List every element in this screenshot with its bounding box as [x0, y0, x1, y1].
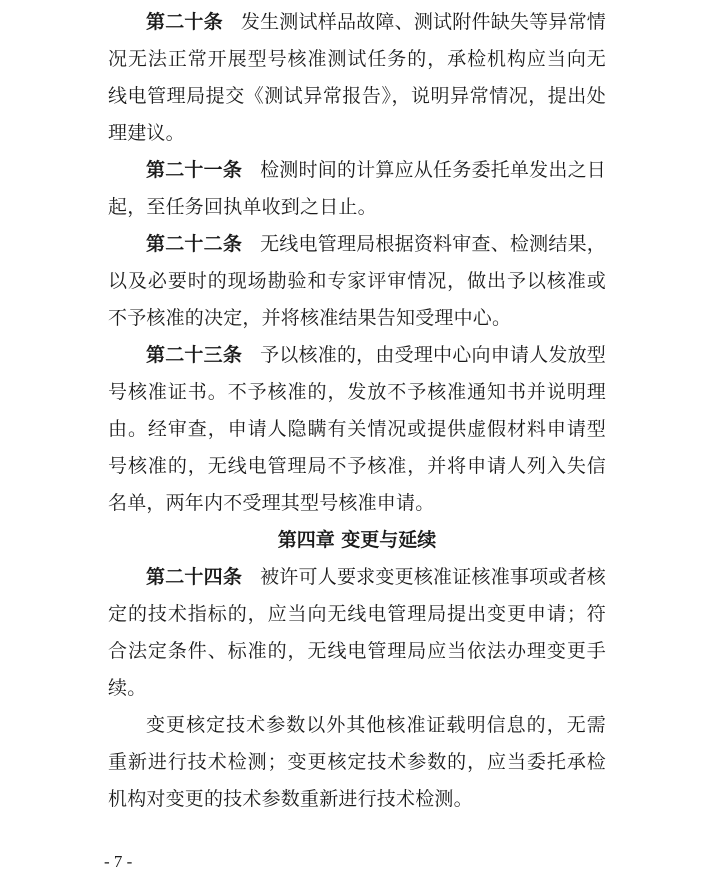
article-text: 检测时间的计算应从任务委托单发出之日起，至任务回执单收到之日止。 — [108, 159, 606, 218]
chapter-title: 第四章 变更与延续 — [277, 529, 437, 551]
article-text: 无线电管理局根据资料审查、检测结果，以及必要时的现场勘验和专家评审情况，做出予以核准或不予核准的决定，并将核准结果告知受理中心。 — [108, 233, 606, 329]
article-number: 第二十三条 — [146, 344, 243, 366]
article-text: 被许可人要求变更核准证核准事项或者核定的技术指标的，应当向无线电管理局提出变更申请；符合法定条件、标准的，无线电管理局应当依法办理变更手续。 — [108, 566, 606, 699]
article-24 — [108, 559, 606, 707]
article-22 — [108, 226, 606, 337]
paragraph-change-parameters: 变更核定技术参数以外其他核准证载明信息的，无需重新进行技术检测；变更核定技术参数的，应当委托承检机构对变更的技术参数重新进行技术检测。 — [108, 714, 606, 810]
article-text: 予以核准的，由受理中心向申请人发放型号核准证书。不予核准的，发放不予核准通知书并说明理由。经审查，申请人隐瞒有关情况或提供虚假材料申请型号核准的，无线电管理局不予核准，并将申请人列入失信名单，两年内不受理其型号核准申请。 — [108, 344, 606, 514]
article-23 — [108, 337, 606, 522]
page-number: - 7 - — [104, 852, 133, 871]
article-20 — [108, 4, 606, 152]
article-text: 发生测试样品故障、测试附件缺失等异常情况无法正常开展型号核准测试任务的，承检机构应当向无线电管理局提交《测试异常报告》，说明异常情况，提出处理建议。 — [108, 11, 606, 144]
article-number: 第二十条 — [146, 11, 223, 33]
article-number: 第二十一条 — [146, 159, 243, 181]
article-number: 第二十二条 — [146, 233, 243, 255]
page-content — [108, 4, 606, 818]
article-21 — [108, 152, 606, 226]
article-number: 第二十四条 — [146, 566, 243, 588]
